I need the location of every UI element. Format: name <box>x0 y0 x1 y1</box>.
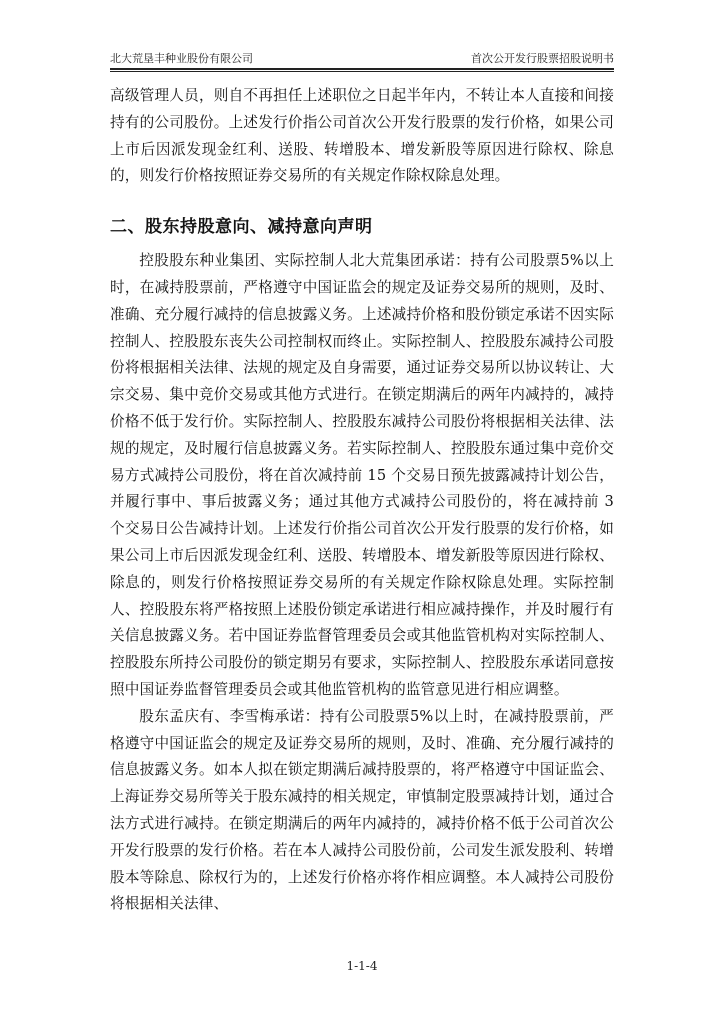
controlling-shareholder-paragraph: 控股股东种业集团、实际控制人北大荒集团承诺：持有公司股票5%以上时，在减持股票前，严格遵守中国证监会的规定及证券交易所的规则，及时、准确、充分履行减持的信息披露义务。上述减持价格和股份锁定承诺不因实际控制人、控股股东丧失公司控制权而终止。实际控制人、控股股东减持公司股份将根据相关法律、法规的规定及自身需要，通过证券交易所以协议转让、大宗交易、集中竞价交易或其他方式进行。在锁定期满后的两年内减持的，减持价格不低于发行价。实际控制人、控股股东减持公司股份将根据相关法律、法规的规定，及时履行信息披露义务。若实际控制人、控股股东通过集中竞价交易方式减持公司股份，将在首次减持前 15 个交易日预先披露减持计划公告，并履行事中、事后披露义务；通过其他方式减持公司股份的，将在减持前 3 个交易日公告减持计划。上述发行价指公司首次公开发行股票的发行价格，如果公司上市后因派发现金红利、送股、转增股本、增发新股等原因进行除权、除息的，则发行价格按照证券交易所的有关规定作除权除息处理。实际控制人、控股股东将严格按照上述股份锁定承诺进行相应减持操作，并及时履行有关信息披露义务。若中国证券监督管理委员会或其他监管机构对实际控制人、控股股东所持公司股份的锁定期另有要求，实际控制人、控股股东承诺同意按照中国证券监督管理委员会或其他监管机构的监管意见进行相应调整。 <box>110 252 614 698</box>
header-company-name: 北大荒垦丰种业股份有限公司 <box>110 52 253 65</box>
header-rule-thin <box>110 71 614 72</box>
section-heading: 二、股东持股意向、减持意向声明 <box>110 217 373 238</box>
page-body <box>110 83 614 918</box>
header-rule-thick <box>110 68 614 70</box>
continuation-paragraph: 高级管理人员，则自不再担任上述职位之日起半年内，不转让本人直接和间接持有的公司股份。上述发行价指公司首次公开发行股票的发行价格，如果公司上市后因派发现金红利、送股、转增股本、增发新股等原因进行除权、除息的，则发行价格按照证券交易所的有关规定作除权除息处理。 <box>110 87 614 185</box>
page-number: 1-1-4 <box>346 959 378 973</box>
shareholder-commitment-paragraph: 股东孟庆有、李雪梅承诺：持有公司股票5%以上时，在减持股票前，严格遵守中国证监会的规定及证券交易所的规则，及时、准确、充分履行减持的信息披露义务。如本人拟在锁定期满后减持股票的，将严格遵守中国证监会、上海证券交易所等关于股东减持的相关规定，审慎制定股票减持计划，通过合法方式进行减持。在锁定期满后的两年内减持的，减持价格不低于公司首次公开发行股票的发行价格。若在本人减持公司股份前，公司发生派发股利、转增股本等除息、除权行为的，上述发行价格亦将作相应调整。本人减持公司股份将根据相关法律、 <box>110 707 614 913</box>
header-document-title: 首次公开发行股票招股说明书 <box>471 52 614 65</box>
page-header <box>110 50 614 66</box>
